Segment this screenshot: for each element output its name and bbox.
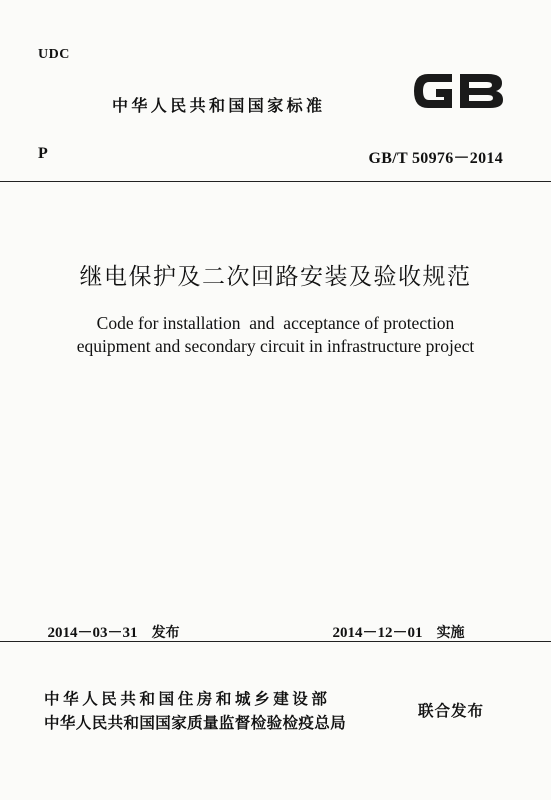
udc-label: UDC <box>38 47 70 62</box>
english-title-line-2: equipment and secondary circuit in infrastructure project <box>76 336 475 356</box>
issue-date-block <box>38 603 180 642</box>
chinese-title: 继电保护及二次回路安装及验收规范 <box>79 264 472 290</box>
joint-issue-label: 联合发布 <box>418 702 485 720</box>
national-standard-heading: 中华人民共和国国家标准 <box>112 96 326 115</box>
english-title-line-1: Code for installation and acceptance of protection <box>96 313 455 333</box>
issuer-ministry-housing: 中华人民共和国住房和城乡建设部 <box>44 690 331 708</box>
issue-date: 2014－03－31 <box>47 625 138 641</box>
standard-number: GB/T 50976－2014 <box>368 150 503 167</box>
issue-label: 发布 <box>151 625 180 641</box>
gb-logo <box>408 66 508 116</box>
issuer-aqsiq: 中华人民共和国国家质量监督检验检疫总局 <box>44 714 347 732</box>
bottom-divider <box>0 641 551 642</box>
top-divider <box>0 181 551 182</box>
classification-code: P <box>38 145 48 162</box>
implement-date-block <box>323 603 465 642</box>
implement-label: 实施 <box>436 625 465 641</box>
implement-date: 2014－12－01 <box>332 625 423 641</box>
